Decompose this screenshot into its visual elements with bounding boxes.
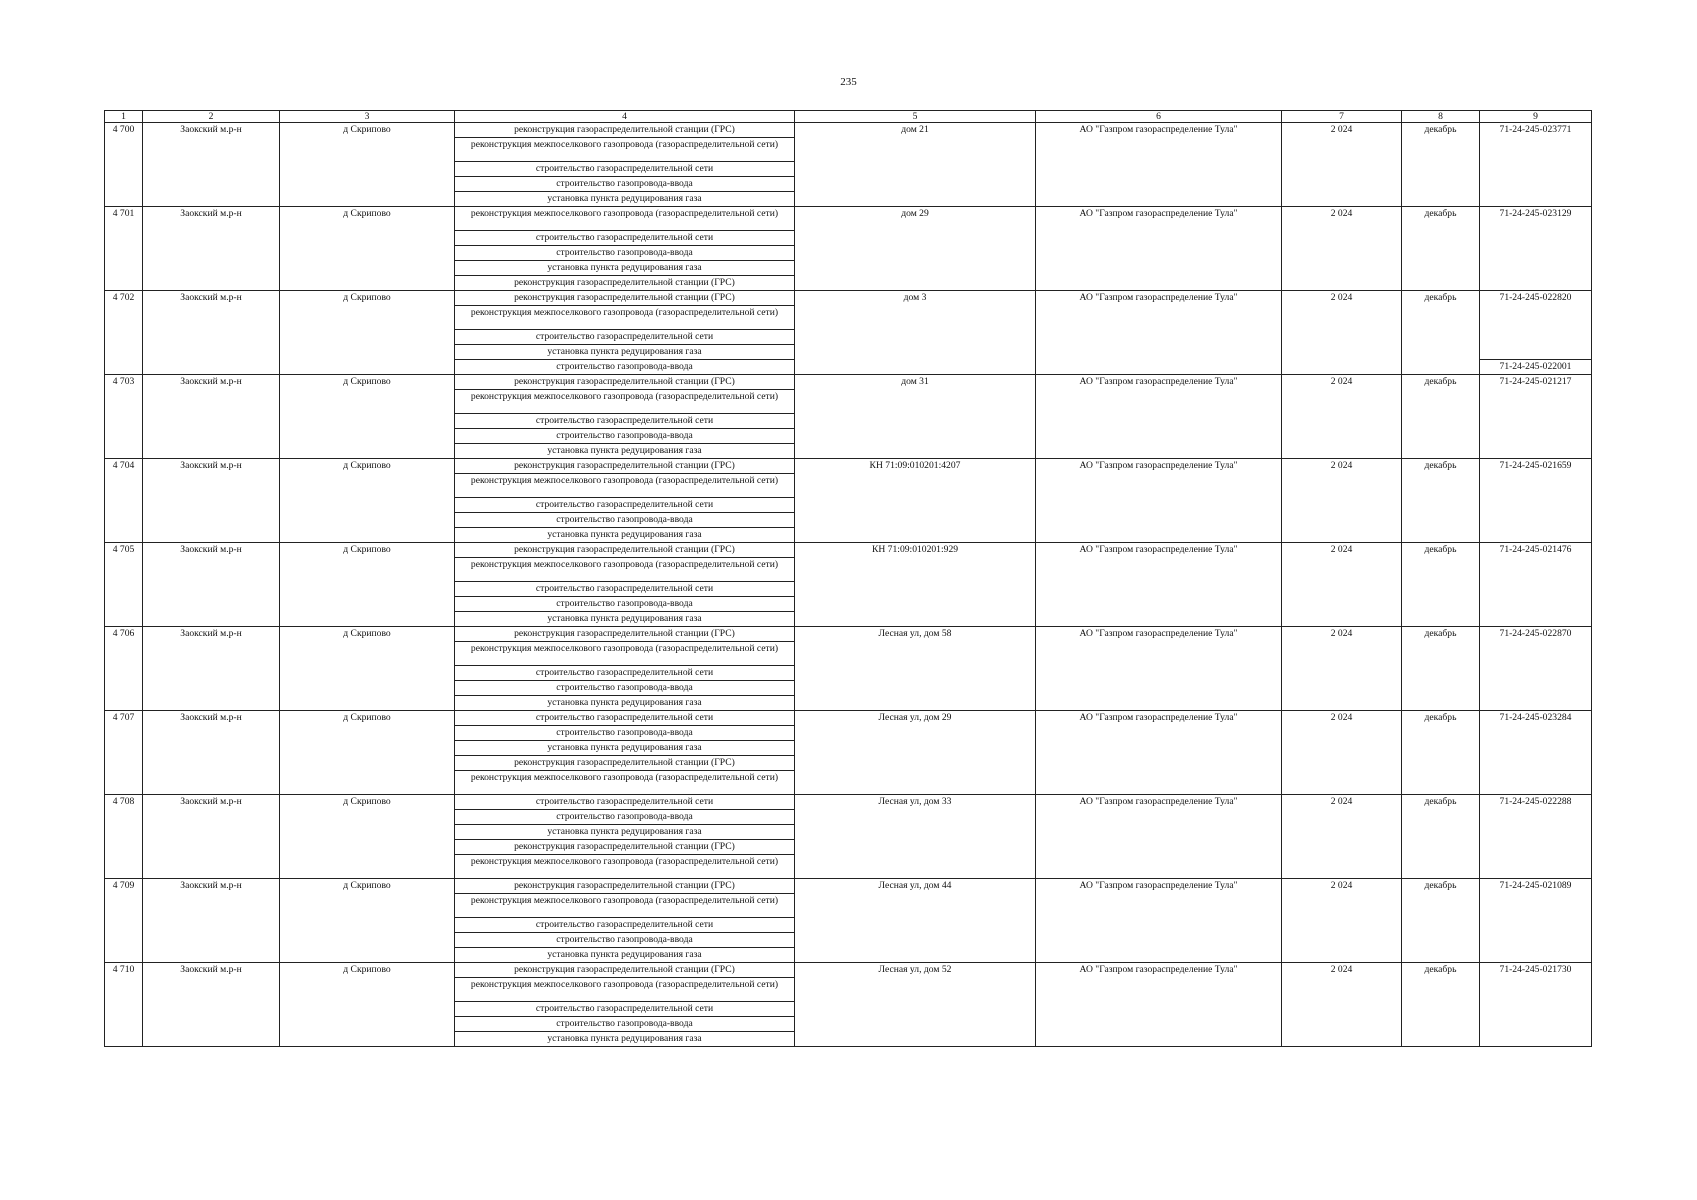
- work-type-cell: реконструкция межпоселкового газопровода (газораспределительной сети): [455, 894, 795, 918]
- register-table: [104, 110, 1592, 1047]
- month-cell: декабрь: [1402, 711, 1480, 795]
- code-cell-secondary: 71-24-245-022001: [1480, 360, 1592, 375]
- organization-cell: АО "Газпром газораспределение Тула": [1036, 711, 1282, 795]
- address-cell: Лесная ул, дом 52: [795, 963, 1036, 1047]
- work-type-cell: строительство газопровода-ввода: [455, 360, 795, 375]
- work-type-cell: реконструкция газораспределительной станции (ГРС): [455, 291, 795, 306]
- year-cell: 2 024: [1282, 627, 1402, 711]
- work-type-cell: реконструкция газораспределительной станции (ГРС): [455, 879, 795, 894]
- work-type-cell: реконструкция межпоселкового газопровода (газораспределительной сети): [455, 855, 795, 879]
- work-type-cell: реконструкция газораспределительной станции (ГРС): [455, 276, 795, 291]
- work-type-cell: реконструкция газораспределительной станции (ГРС): [455, 756, 795, 771]
- organization-cell: АО "Газпром газораспределение Тула": [1036, 375, 1282, 459]
- column-header: 1: [105, 111, 143, 123]
- table-row: [105, 711, 1592, 726]
- work-type-cell: установка пункта редуцирования газа: [455, 825, 795, 840]
- month-cell: декабрь: [1402, 963, 1480, 1047]
- column-header: 7: [1282, 111, 1402, 123]
- table-row: [105, 543, 1592, 558]
- district-cell: Заокский м.р-н: [143, 375, 280, 459]
- code-cell: 71-24-245-021089: [1480, 879, 1592, 963]
- district-cell: Заокский м.р-н: [143, 459, 280, 543]
- work-type-cell: строительство газораспределительной сети: [455, 498, 795, 513]
- work-type-cell: строительство газораспределительной сети: [455, 582, 795, 597]
- district-cell: Заокский м.р-н: [143, 879, 280, 963]
- code-cell: 71-24-245-021217: [1480, 375, 1592, 459]
- work-type-cell: реконструкция межпоселкового газопровода (газораспределительной сети): [455, 771, 795, 795]
- work-type-cell: реконструкция межпоселкового газопровода (газораспределительной сети): [455, 978, 795, 1002]
- table-row: [105, 291, 1592, 306]
- organization-cell: АО "Газпром газораспределение Тула": [1036, 543, 1282, 627]
- work-type-cell: реконструкция межпоселкового газопровода (газораспределительной сети): [455, 642, 795, 666]
- address-cell: КН 71:09:010201:4207: [795, 459, 1036, 543]
- code-cell: 71-24-245-023771: [1480, 123, 1592, 207]
- code-cell: 71-24-245-023284: [1480, 711, 1592, 795]
- work-type-cell: установка пункта редуцирования газа: [455, 612, 795, 627]
- row-number-cell: 4 708: [105, 795, 143, 879]
- month-cell: декабрь: [1402, 291, 1480, 375]
- settlement-cell: д Скрипово: [280, 291, 455, 375]
- work-type-cell: реконструкция межпоселкового газопровода (газораспределительной сети): [455, 306, 795, 330]
- settlement-cell: д Скрипово: [280, 123, 455, 207]
- code-cell: 71-24-245-021659: [1480, 459, 1592, 543]
- row-number-cell: 4 705: [105, 543, 143, 627]
- district-cell: Заокский м.р-н: [143, 291, 280, 375]
- settlement-cell: д Скрипово: [280, 543, 455, 627]
- work-type-cell: реконструкция газораспределительной станции (ГРС): [455, 543, 795, 558]
- table-row: [105, 627, 1592, 642]
- work-type-cell: строительство газопровода-ввода: [455, 681, 795, 696]
- address-cell: дом 31: [795, 375, 1036, 459]
- work-type-cell: строительство газопровода-ввода: [455, 177, 795, 192]
- year-cell: 2 024: [1282, 291, 1402, 375]
- address-cell: Лесная ул, дом 29: [795, 711, 1036, 795]
- work-type-cell: реконструкция газораспределительной станции (ГРС): [455, 627, 795, 642]
- column-header: 3: [280, 111, 455, 123]
- column-header: 5: [795, 111, 1036, 123]
- settlement-cell: д Скрипово: [280, 459, 455, 543]
- table-row: [105, 459, 1592, 474]
- table-row: [105, 879, 1592, 894]
- month-cell: декабрь: [1402, 543, 1480, 627]
- code-cell: 71-24-245-021730: [1480, 963, 1592, 1047]
- work-type-cell: строительство газопровода-ввода: [455, 810, 795, 825]
- year-cell: 2 024: [1282, 711, 1402, 795]
- year-cell: 2 024: [1282, 375, 1402, 459]
- table-row: [105, 375, 1592, 390]
- address-cell: дом 3: [795, 291, 1036, 375]
- work-type-cell: реконструкция газораспределительной станции (ГРС): [455, 840, 795, 855]
- organization-cell: АО "Газпром газораспределение Тула": [1036, 123, 1282, 207]
- address-cell: Лесная ул, дом 33: [795, 795, 1036, 879]
- district-cell: Заокский м.р-н: [143, 711, 280, 795]
- column-header: 2: [143, 111, 280, 123]
- month-cell: декабрь: [1402, 375, 1480, 459]
- address-cell: КН 71:09:010201:929: [795, 543, 1036, 627]
- row-number-cell: 4 703: [105, 375, 143, 459]
- organization-cell: АО "Газпром газораспределение Тула": [1036, 795, 1282, 879]
- row-number-cell: 4 701: [105, 207, 143, 291]
- table-row: [105, 963, 1592, 978]
- settlement-cell: д Скрипово: [280, 627, 455, 711]
- work-type-cell: строительство газопровода-ввода: [455, 246, 795, 261]
- year-cell: 2 024: [1282, 123, 1402, 207]
- work-type-cell: установка пункта редуцирования газа: [455, 696, 795, 711]
- year-cell: 2 024: [1282, 879, 1402, 963]
- address-cell: дом 29: [795, 207, 1036, 291]
- organization-cell: АО "Газпром газораспределение Тула": [1036, 207, 1282, 291]
- row-number-cell: 4 709: [105, 879, 143, 963]
- work-type-cell: установка пункта редуцирования газа: [455, 1032, 795, 1047]
- month-cell: декабрь: [1402, 627, 1480, 711]
- row-number-cell: 4 706: [105, 627, 143, 711]
- year-cell: 2 024: [1282, 459, 1402, 543]
- work-type-cell: реконструкция газораспределительной станции (ГРС): [455, 963, 795, 978]
- settlement-cell: д Скрипово: [280, 879, 455, 963]
- work-type-cell: строительство газопровода-ввода: [455, 1017, 795, 1032]
- work-type-cell: реконструкция межпоселкового газопровода (газораспределительной сети): [455, 207, 795, 231]
- district-cell: Заокский м.р-н: [143, 963, 280, 1047]
- settlement-cell: д Скрипово: [280, 375, 455, 459]
- table-row: [105, 123, 1592, 138]
- district-cell: Заокский м.р-н: [143, 795, 280, 879]
- month-cell: декабрь: [1402, 123, 1480, 207]
- work-type-cell: реконструкция газораспределительной станции (ГРС): [455, 375, 795, 390]
- address-cell: дом 21: [795, 123, 1036, 207]
- district-cell: Заокский м.р-н: [143, 123, 280, 207]
- work-type-cell: установка пункта редуцирования газа: [455, 192, 795, 207]
- year-cell: 2 024: [1282, 963, 1402, 1047]
- work-type-cell: реконструкция межпоселкового газопровода (газораспределительной сети): [455, 474, 795, 498]
- organization-cell: АО "Газпром газораспределение Тула": [1036, 291, 1282, 375]
- work-type-cell: реконструкция межпоселкового газопровода (газораспределительной сети): [455, 390, 795, 414]
- settlement-cell: д Скрипово: [280, 963, 455, 1047]
- work-type-cell: строительство газораспределительной сети: [455, 711, 795, 726]
- settlement-cell: д Скрипово: [280, 207, 455, 291]
- work-type-cell: строительство газораспределительной сети: [455, 795, 795, 810]
- settlement-cell: д Скрипово: [280, 711, 455, 795]
- work-type-cell: реконструкция межпоселкового газопровода (газораспределительной сети): [455, 138, 795, 162]
- row-number-cell: 4 710: [105, 963, 143, 1047]
- work-type-cell: установка пункта редуцирования газа: [455, 345, 795, 360]
- row-number-cell: 4 707: [105, 711, 143, 795]
- organization-cell: АО "Газпром газораспределение Тула": [1036, 879, 1282, 963]
- table-row: [105, 207, 1592, 231]
- work-type-cell: строительство газораспределительной сети: [455, 162, 795, 177]
- organization-cell: АО "Газпром газораспределение Тула": [1036, 459, 1282, 543]
- column-header: 8: [1402, 111, 1480, 123]
- work-type-cell: строительство газораспределительной сети: [455, 414, 795, 429]
- page-number: 235: [840, 76, 857, 88]
- code-cell: 71-24-245-023129: [1480, 207, 1592, 291]
- month-cell: декабрь: [1402, 459, 1480, 543]
- work-type-cell: строительство газопровода-ввода: [455, 933, 795, 948]
- work-type-cell: установка пункта редуцирования газа: [455, 261, 795, 276]
- year-cell: 2 024: [1282, 543, 1402, 627]
- column-header: 9: [1480, 111, 1592, 123]
- code-cell: 71-24-245-022820: [1480, 291, 1592, 360]
- column-header: 6: [1036, 111, 1282, 123]
- work-type-cell: строительство газопровода-ввода: [455, 513, 795, 528]
- work-type-cell: реконструкция газораспределительной станции (ГРС): [455, 459, 795, 474]
- code-cell: 71-24-245-021476: [1480, 543, 1592, 627]
- row-number-cell: 4 700: [105, 123, 143, 207]
- work-type-cell: установка пункта редуцирования газа: [455, 741, 795, 756]
- work-type-cell: строительство газопровода-ввода: [455, 726, 795, 741]
- work-type-cell: строительство газораспределительной сети: [455, 918, 795, 933]
- district-cell: Заокский м.р-н: [143, 543, 280, 627]
- work-type-cell: установка пункта редуцирования газа: [455, 444, 795, 459]
- work-type-cell: строительство газораспределительной сети: [455, 231, 795, 246]
- work-type-cell: установка пункта редуцирования газа: [455, 528, 795, 543]
- work-type-cell: строительство газораспределительной сети: [455, 666, 795, 681]
- month-cell: декабрь: [1402, 207, 1480, 291]
- row-number-cell: 4 702: [105, 291, 143, 375]
- work-type-cell: установка пункта редуцирования газа: [455, 948, 795, 963]
- header-row: [105, 111, 1592, 123]
- table-row: [105, 795, 1592, 810]
- code-cell: 71-24-245-022288: [1480, 795, 1592, 879]
- work-type-cell: строительство газораспределительной сети: [455, 330, 795, 345]
- month-cell: декабрь: [1402, 879, 1480, 963]
- settlement-cell: д Скрипово: [280, 795, 455, 879]
- column-header: 4: [455, 111, 795, 123]
- work-type-cell: строительство газопровода-ввода: [455, 597, 795, 612]
- work-type-cell: реконструкция газораспределительной станции (ГРС): [455, 123, 795, 138]
- work-type-cell: строительство газораспределительной сети: [455, 1002, 795, 1017]
- address-cell: Лесная ул, дом 58: [795, 627, 1036, 711]
- district-cell: Заокский м.р-н: [143, 207, 280, 291]
- year-cell: 2 024: [1282, 795, 1402, 879]
- organization-cell: АО "Газпром газораспределение Тула": [1036, 963, 1282, 1047]
- work-type-cell: реконструкция межпоселкового газопровода (газораспределительной сети): [455, 558, 795, 582]
- month-cell: декабрь: [1402, 795, 1480, 879]
- work-type-cell: строительство газопровода-ввода: [455, 429, 795, 444]
- organization-cell: АО "Газпром газораспределение Тула": [1036, 627, 1282, 711]
- row-number-cell: 4 704: [105, 459, 143, 543]
- year-cell: 2 024: [1282, 207, 1402, 291]
- district-cell: Заокский м.р-н: [143, 627, 280, 711]
- code-cell: 71-24-245-022870: [1480, 627, 1592, 711]
- address-cell: Лесная ул, дом 44: [795, 879, 1036, 963]
